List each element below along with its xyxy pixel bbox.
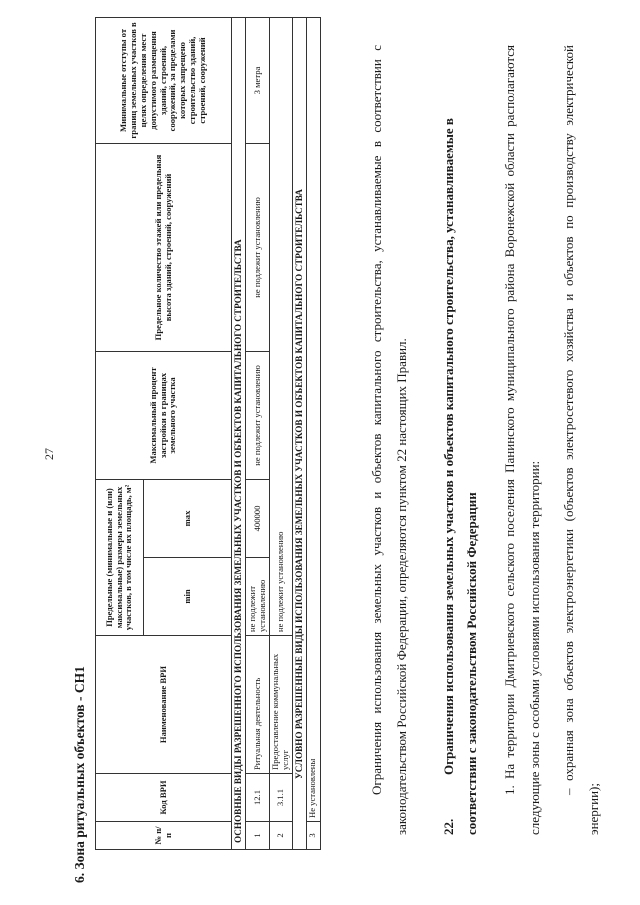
header-name: Наименование ВРИ [96, 636, 232, 774]
paragraph-restrictions-intro: Ограничения использования земельных участков и объектов капитального строительства, устанавливаемые в соответствии с законодательством Российской Федерации, определяются пунктом 22 настоящих Правил. [369, 45, 409, 835]
row1-setback: 3 метра [246, 17, 270, 143]
header-max: max [144, 479, 232, 557]
table-header-row [96, 17, 144, 849]
header-num: № п/п [96, 822, 232, 850]
heading-text: Ограничения использования земельных участков и объектов капитального строительства, устанавливаемые в соответствии с законодательством Российской Федерации [441, 118, 479, 835]
header-min: min [144, 558, 232, 636]
permitted-use-table [95, 17, 321, 850]
header-percent: Максимальный процент застройки в границах земельного участка [96, 351, 232, 479]
header-code: Код ВРИ [96, 774, 232, 822]
row1-max: 400000 [246, 479, 270, 557]
header-floors: Предельное количество этажей или предельная высота зданий, строений, сооружений [96, 143, 232, 351]
row1-name: Ритуальная деятельность [246, 636, 270, 774]
row2-num: 2 [270, 822, 293, 850]
heading-number: 22. [441, 818, 456, 835]
header-size: Предельные (минимальные и (или) максимальные) размеры земельных участков, в том числе их площадь, м² [96, 479, 144, 635]
row3-num: 3 [306, 822, 320, 850]
table-row [270, 17, 293, 849]
paragraph-zones-intro: 1. На территории Дмитриевского сельского поселения Панинского муниципального района Воронежской области располагаются следующие зоны с особыми условиями использования территории: [502, 45, 542, 835]
group-conditional-label: УСЛОВНО РАЗРЕШЕННЫЕ ВИДЫ ИСПОЛЬЗОВАНИЯ ЗЕМЕЛЬНЫХ УЧАСТКОВ И ОБЪЕКТОВ КАПИТАЛЬНОГО СТРОИТЕЛЬСТВА [292, 17, 306, 849]
row1-floors: не подлежит установлению [246, 143, 270, 351]
table-group-row [292, 17, 306, 849]
table-group-row [232, 17, 246, 849]
page-number: 27 [42, 448, 56, 460]
row1-code: 12.1 [246, 774, 270, 822]
row2-name: Предоставление коммунальных услуг [270, 636, 293, 774]
section-title: 6. Зона ритуальных объектов - СН1 [72, 666, 87, 883]
table-row [246, 17, 270, 849]
row1-percent: не подлежит установлению [246, 351, 270, 479]
table-row [306, 17, 320, 849]
row2-code: 3.1.1 [270, 774, 293, 822]
row1-num: 1 [246, 822, 270, 850]
row3-text: Не установлены [306, 17, 320, 821]
row2-merged: не подлежит установлению [270, 17, 293, 635]
heading-section-22 [438, 45, 484, 835]
group-main-label: ОСНОВНЫЕ ВИДЫ РАЗРЕШЕННОГО ИСПОЛЬЗОВАНИЯ ЗЕМЕЛЬНЫХ УЧАСТКОВ И ОБЪЕКТОВ КАПИТАЛЬНОГО СТРОИТЕЛЬСТВА [232, 17, 246, 849]
paragraph-protection-zone: – охранная зона объектов электроэнергетики (объектов электросетевого хозяйства и объектов по производству электрической энергии); [561, 45, 601, 835]
row1-min: не подлежит установлению [246, 558, 270, 636]
header-setback: Минимальные отступы от границ земельных участков в целях определения мест допустимого размещения зданий, строений, сооружений, за пределами которых запрещено строительство зданий, строений, сооружений [96, 17, 232, 143]
